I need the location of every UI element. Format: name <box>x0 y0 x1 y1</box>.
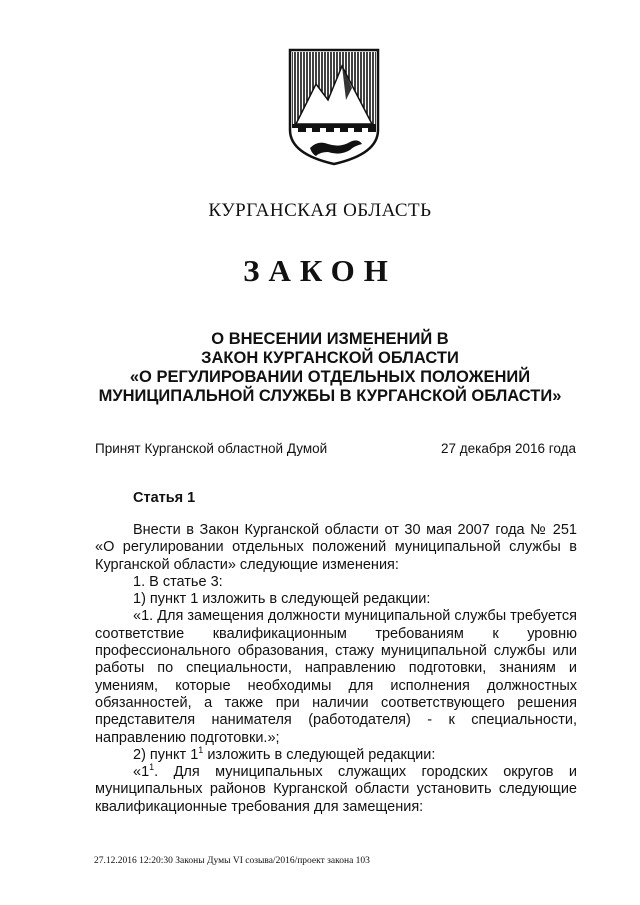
paragraph: «1. Для замещения должности муниципальной службы требуется соответствие квалификационным требованиям к уровню профессионального образования, стажу муниципальной службы или работы по специальности, направлению подготовки, знаниям и умениям, которые необходимы для исполнения должностных обязанностей, а также при наличии соответствующего решения представителя нанимателя (работодателя) - к специальности, направлению подготовки.»; <box>95 608 577 746</box>
law-title-line: О ВНЕСЕНИИ ИЗМЕНЕНИЙ В <box>211 330 449 348</box>
text-run: 2) пункт 1 <box>133 746 199 763</box>
article-body <box>95 522 577 816</box>
text-run: изложить в следующей редакции: <box>203 746 436 763</box>
article-heading: Статья 1 <box>133 490 196 506</box>
region-name: КУРГАНСКАЯ ОБЛАСТЬ <box>208 200 432 221</box>
text-run: «1 <box>133 764 150 781</box>
adoption-date: 27 декабря 2016 года <box>440 441 576 456</box>
kurgan-coat-of-arms-icon <box>288 48 380 166</box>
paragraph: 1) пункт 1 изложить в следующей редакции: <box>133 591 431 608</box>
paragraph: 1. В статье 3: <box>133 573 223 590</box>
law-title-line: МУНИЦИПАЛЬНОЙ СЛУЖБЫ В КУРГАНСКОЙ ОБЛАСТИ» <box>98 387 562 405</box>
file-path-footer: 27.12.2016 12:20:30 Законы Думы VI созыва/2016/проект закона 103 <box>94 856 370 866</box>
superscript: 1 <box>149 762 155 773</box>
law-title-line: «О РЕГУЛИРОВАНИИ ОТДЕЛЬНЫХ ПОЛОЖЕНИЙ <box>129 368 531 386</box>
paragraph <box>95 764 577 816</box>
text-run: . Для муниципальных служащих городских округов и муниципальных районов Курганской области установить следующие квалификационные требования для замещения: <box>95 764 577 815</box>
law-title-line: ЗАКОН КУРГАНСКОЙ ОБЛАСТИ <box>201 349 459 367</box>
law-title <box>60 330 600 406</box>
adopted-by: Принят Курганской областной Думой <box>95 441 328 456</box>
paragraph: Внести в Закон Курганской области от 30 мая 2007 года № 251 «О регулировании отдельных положений муниципальной службы в Курганской области» следующие изменения: <box>95 522 577 573</box>
superscript: 1 <box>198 745 204 756</box>
document-type: ЗАКОН <box>243 253 397 288</box>
paragraph <box>95 747 577 764</box>
